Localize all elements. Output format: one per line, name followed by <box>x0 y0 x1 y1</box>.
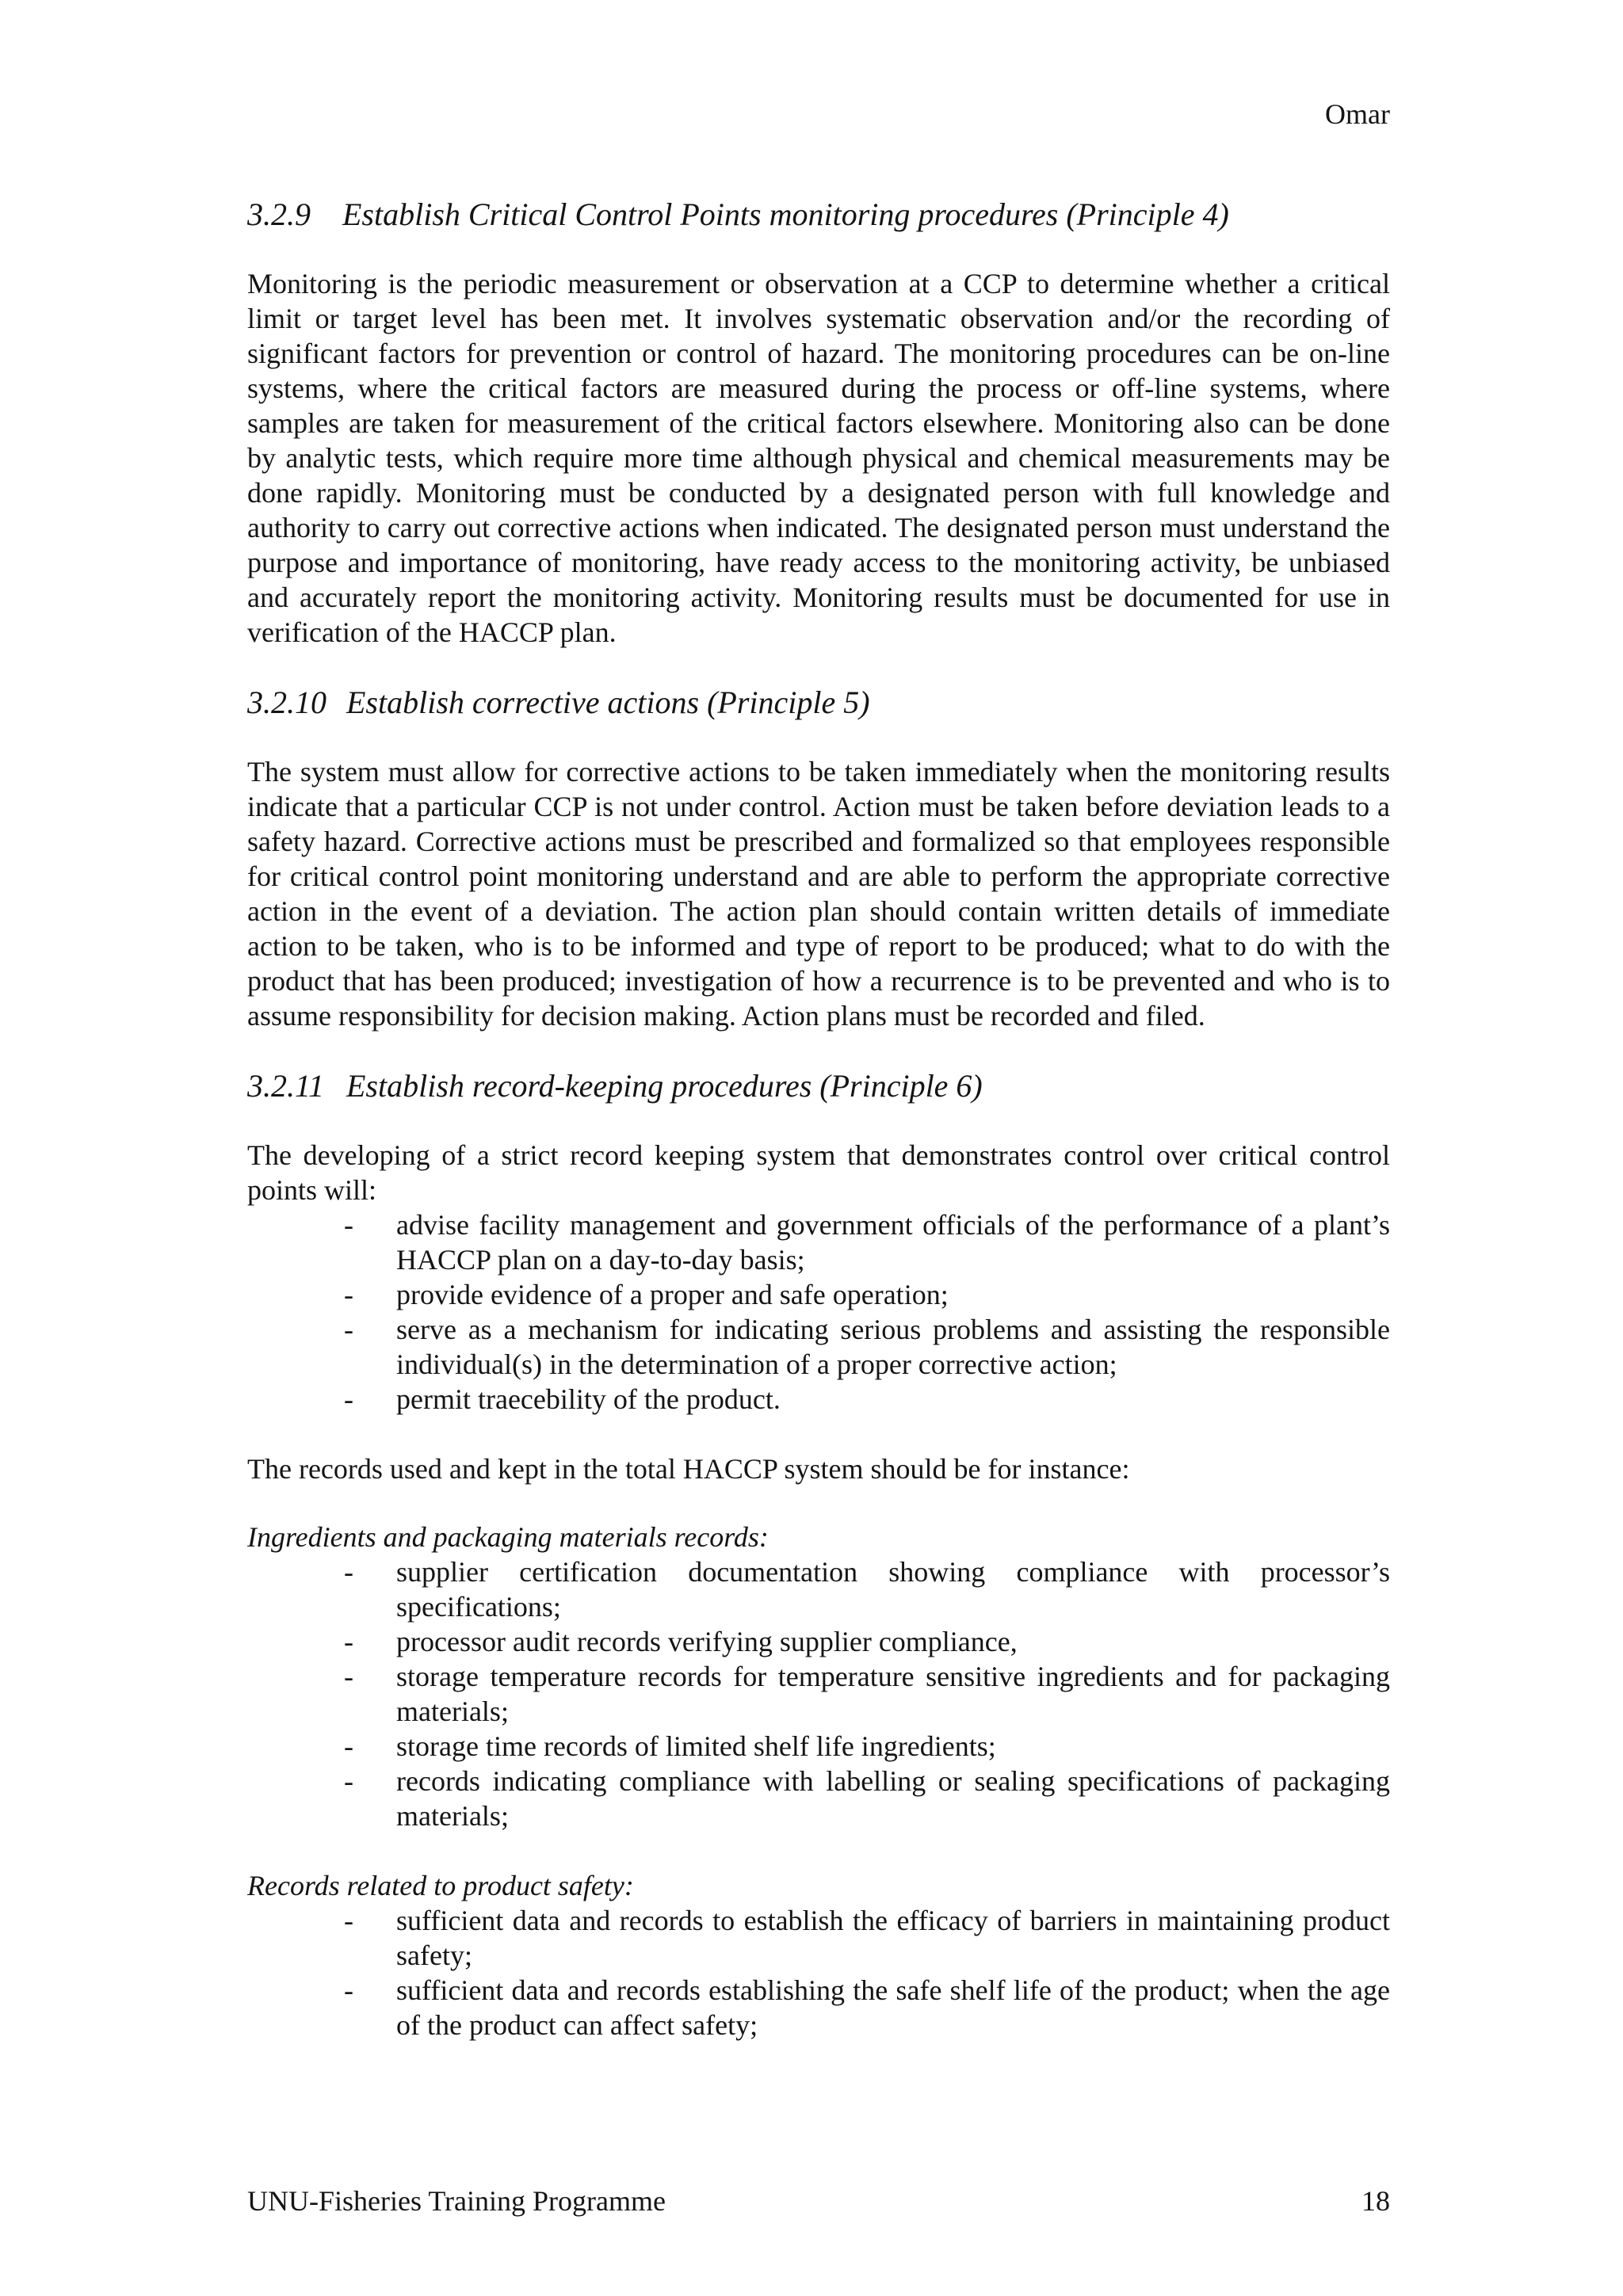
running-head: Omar <box>1325 98 1390 130</box>
footer-programme: UNU-Fisheries Training Programme <box>247 2185 666 2217</box>
page-content <box>247 195 1390 2077</box>
list-item-text: serve as a mechanism for indicating serious problems and assisting the responsible individual(s) in the determination of a proper corrective action; <box>396 1314 1390 1380</box>
dash-marker: - <box>344 1556 353 1588</box>
list-item <box>247 1973 1390 2042</box>
list-item <box>247 1729 1390 1764</box>
body-paragraph: Monitoring is the periodic measurement or observation at a CCP to determine whether a critical limit or target level has been met. It involves systematic observation and/or the recording of significant factors for prevention or control of hazard. The monitoring procedures can be on-line systems, where the critical factors are measured during the process or off-line systems, where samples are taken for measurement of the critical factors elsewhere. Monitoring also can be done by analytic tests, which require more time although physical and chemical measurements may be done rapidly. Monitoring must be conducted by a designated person with full knowledge and authority to carry out corrective actions when indicated. The designated person must understand the purpose and importance of monitoring, have ready access to the monitoring activity, be unbiased and accurately report the monitoring activity. Monitoring results must be documented for use in verification of the HACCP plan. <box>247 268 1390 648</box>
list-item-text: provide evidence of a proper and safe operation; <box>396 1279 949 1310</box>
section-number: 3.2.9 <box>247 196 311 232</box>
dash-marker: - <box>344 1974 353 2006</box>
section-heading <box>247 195 1390 235</box>
list-item <box>247 1624 1390 1659</box>
dash-marker: - <box>344 1661 353 1692</box>
records-intro: The records used and kept in the total HACCP system should be for instance: <box>247 1453 1130 1485</box>
dash-marker: - <box>344 1905 353 1936</box>
bullet-list <box>247 1554 1390 1833</box>
record-group-title: Records related to product safety: <box>247 1870 634 1901</box>
list-item <box>247 1312 1390 1382</box>
list-item-text: supplier certification documentation showing compliance with processor’s specifications; <box>396 1556 1390 1623</box>
section-number: 3.2.11 <box>247 1068 325 1104</box>
list-item-text: storage time records of limited shelf life ingredients; <box>396 1730 996 1762</box>
bullet-list <box>247 1903 1390 2042</box>
list-item-text: sufficient data and records to establish the efficacy of barriers in maintaining product safety; <box>396 1905 1390 1971</box>
bullet-list <box>247 1207 1390 1417</box>
page-number: 18 <box>1361 2185 1390 2217</box>
list-item-text: processor audit records verifying supplier compliance, <box>396 1626 1018 1657</box>
dash-marker: - <box>344 1383 353 1415</box>
list-item <box>247 1277 1390 1312</box>
section-title: Establish Critical Control Points monitoring procedures (Principle 4) <box>342 196 1229 232</box>
dash-marker: - <box>344 1314 353 1345</box>
list-item-text: records indicating compliance with labelling or sealing specifications of packaging materials; <box>396 1765 1390 1832</box>
list-item <box>247 1659 1390 1729</box>
list-item <box>247 1764 1390 1833</box>
list-item <box>247 1207 1390 1277</box>
list-item-text: advise facility management and government officials of the performance of a plant’s HACCP plan on a day-to-day basis; <box>396 1209 1390 1276</box>
section-heading <box>247 1066 1390 1106</box>
dash-marker: - <box>344 1626 353 1657</box>
section-heading <box>247 683 1390 723</box>
list-intro: The developing of a strict record keeping system that demonstrates control over critical control points will: <box>247 1139 1390 1206</box>
section-title: Establish record-keeping procedures (Principle 6) <box>346 1068 983 1104</box>
section-title: Establish corrective actions (Principle 5) <box>346 685 870 720</box>
list-item-text: permit traecebility of the product. <box>396 1383 781 1415</box>
dash-marker: - <box>344 1209 353 1241</box>
list-item <box>247 1382 1390 1417</box>
record-group-title: Ingredients and packaging materials records: <box>247 1521 769 1553</box>
list-item <box>247 1903 1390 1973</box>
list-item <box>247 1554 1390 1624</box>
list-item-text: storage temperature records for temperature sensitive ingredients and for packaging materials; <box>396 1661 1390 1727</box>
list-item-text: sufficient data and records establishing the safe shelf life of the product; when the age of the product can affect safety; <box>396 1974 1390 2041</box>
dash-marker: - <box>344 1765 353 1797</box>
body-paragraph: The system must allow for corrective actions to be taken immediately when the monitoring results indicate that a particular CCP is not under control. Action must be taken before deviation leads to a safety hazard. Corrective actions must be prescribed and formalized so that employees responsible for critical control point monitoring understand and are able to perform the appropriate corrective action in the event of a deviation. The action plan should contain written details of immediate action to be taken, who is to be informed and type of report to be produced; what to do with the product that has been produced; investigation of how a recurrence is to be prevented and who is to assume responsibility for decision making. Action plans must be recorded and filed. <box>247 756 1390 1032</box>
dash-marker: - <box>344 1730 353 1762</box>
section-number: 3.2.10 <box>247 685 327 720</box>
dash-marker: - <box>344 1279 353 1310</box>
